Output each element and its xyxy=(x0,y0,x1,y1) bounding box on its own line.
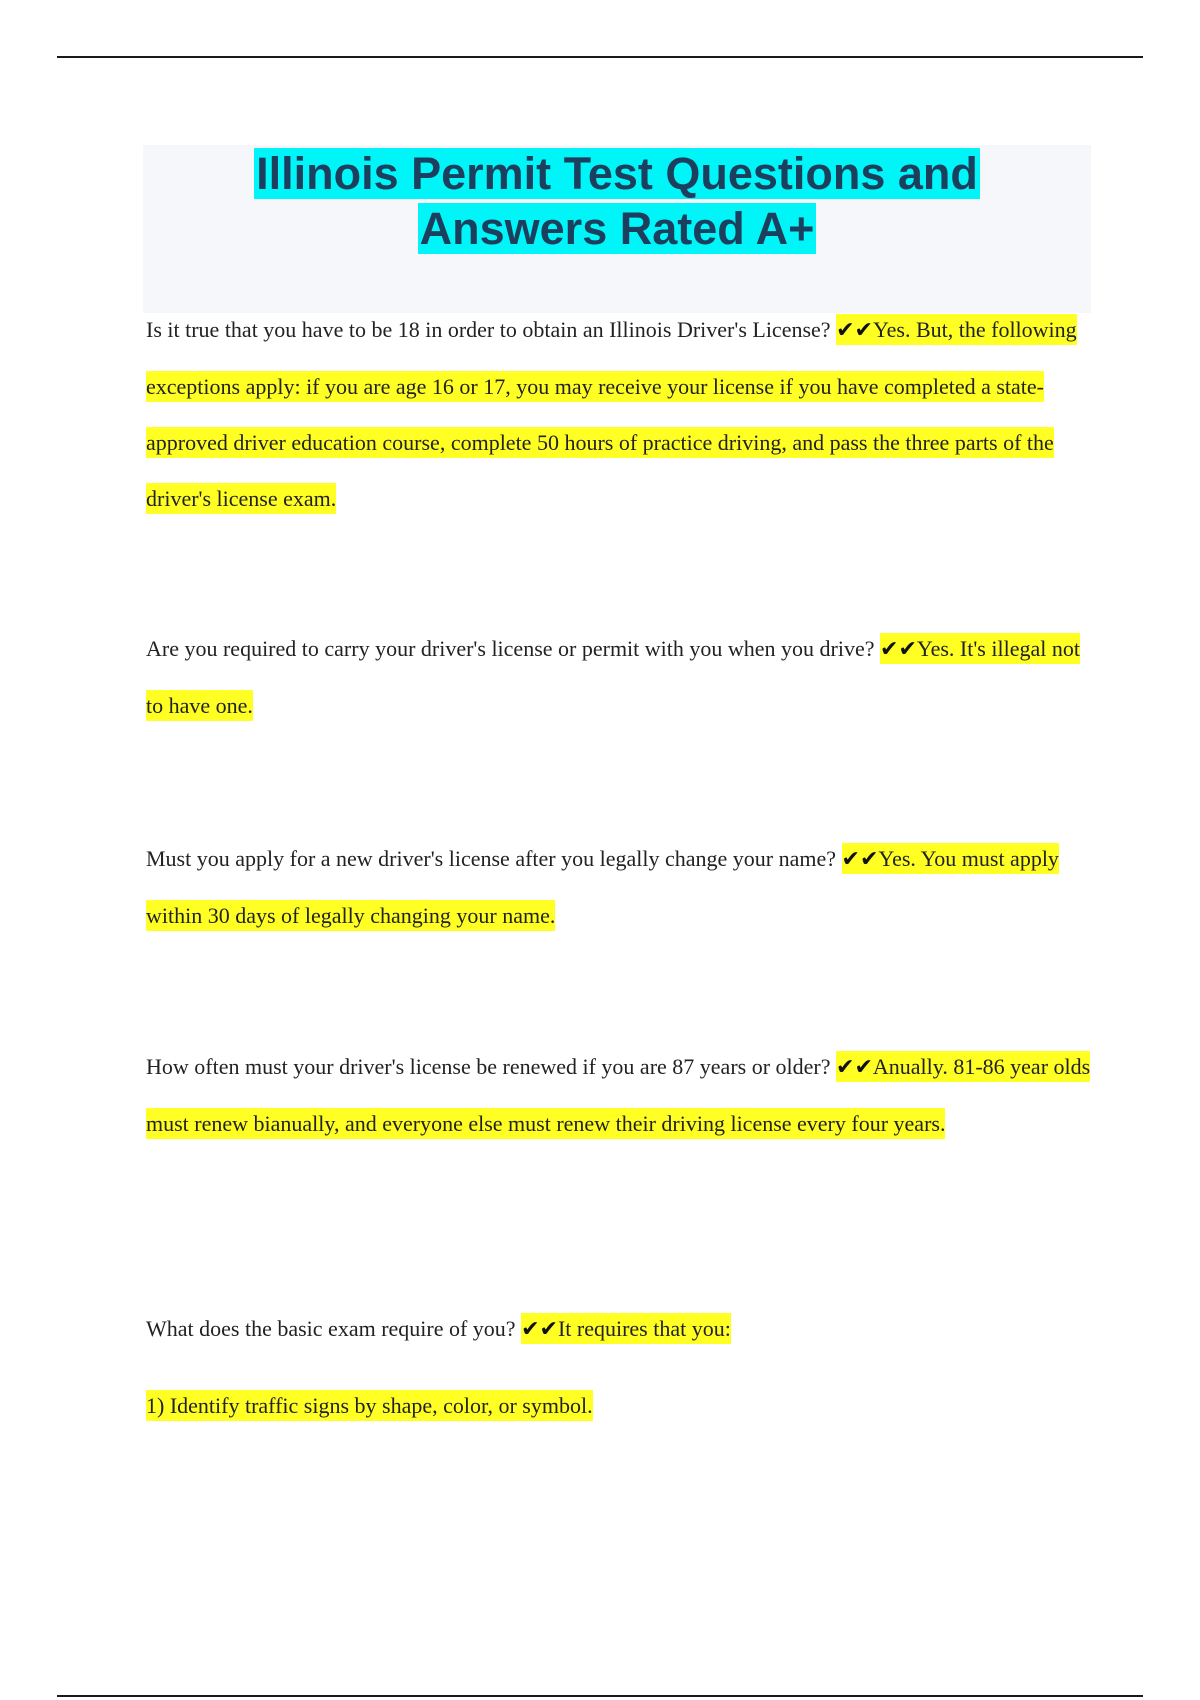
title-highlight-1: Illinois Permit Test Questions and xyxy=(256,148,978,199)
top-rule xyxy=(57,56,1143,58)
title-highlight-2: Answers Rated A+ xyxy=(419,203,815,254)
question-text: Must you apply for a new driver's license after you legally change your name? xyxy=(146,846,842,871)
qa-item-1 xyxy=(146,302,1096,527)
bottom-rule xyxy=(57,1695,1143,1697)
double-check-icon: ✔✔ xyxy=(880,637,917,662)
answer-text: Anually. 81-86 year olds must renew bianually, and everyone else must renew their driving license every four years. xyxy=(146,1054,1091,1136)
double-check-icon: ✔✔ xyxy=(521,1317,558,1342)
question-text: What does the basic exam require of you? xyxy=(146,1316,522,1341)
answer-text: Yes. You must apply within 30 days of legally changing your name. xyxy=(146,846,1059,928)
title-block xyxy=(143,145,1091,313)
double-check-icon: ✔✔ xyxy=(836,318,873,343)
answer-text: It requires that you: xyxy=(557,1316,731,1341)
qa-item-5 xyxy=(146,1301,1096,1358)
qa-item-2 xyxy=(146,621,1096,734)
question-text: Are you required to carry your driver's license or permit with you when you drive? xyxy=(146,636,881,661)
double-check-icon: ✔✔ xyxy=(841,847,879,872)
question-text: Is it true that you have to be 18 in order to obtain an Illinois Driver's License? xyxy=(146,317,837,342)
answer-text: Yes. But, the following exceptions apply: if you are age 16 or 17, you may receive your license if you have completed a state-approved driver education course, complete 50 hours of practice driving, and pass the three parts of the driver's license exam. xyxy=(146,317,1077,511)
qa-item-3 xyxy=(146,831,1096,944)
document-title-line-2 xyxy=(143,201,1091,256)
double-check-icon: ✔✔ xyxy=(836,1055,873,1080)
answer-highlight xyxy=(521,1313,731,1344)
qa-item-4 xyxy=(146,1039,1096,1152)
answer-list-item: 1) Identify traffic signs by shape, color, or symbol. xyxy=(146,1390,593,1421)
answer-text: Yes. It's illegal not to have one. xyxy=(146,636,1080,718)
document-title-line-1 xyxy=(143,146,1091,201)
qa-item-5-list-item-1 xyxy=(146,1378,1096,1434)
question-text: How often must your driver's license be renewed if you are 87 years or older? xyxy=(146,1054,837,1079)
answer-highlight xyxy=(146,314,1077,514)
